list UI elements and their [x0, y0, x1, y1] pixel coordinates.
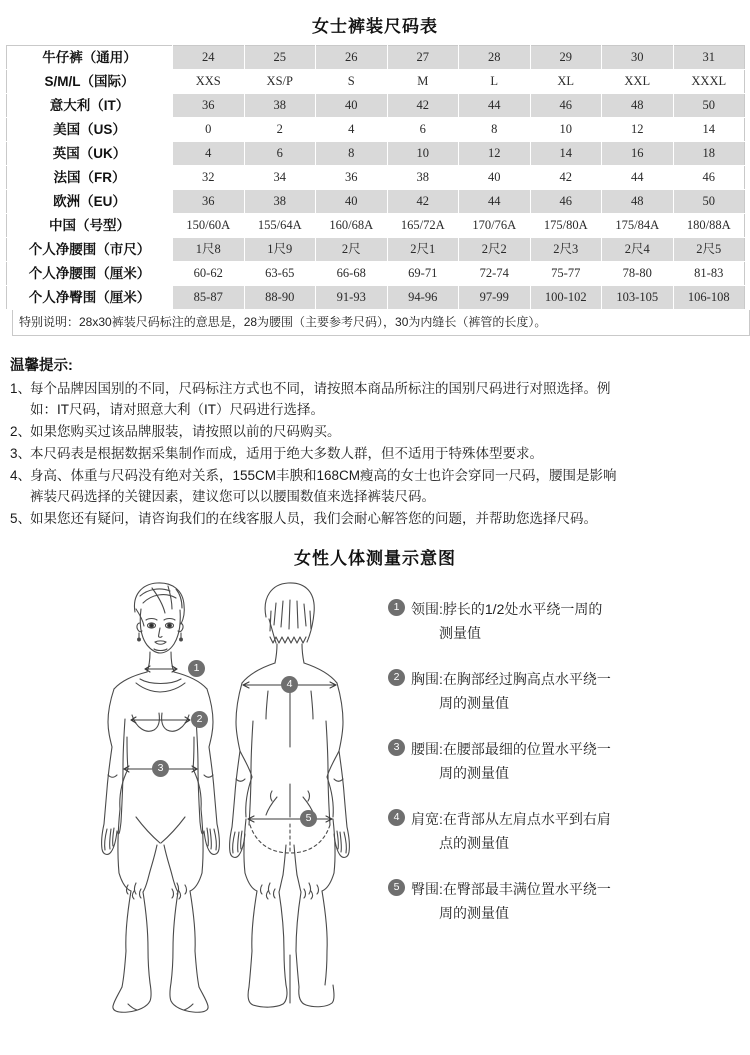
table-cell: XS/P	[244, 70, 316, 94]
table-cell: 44	[602, 166, 674, 190]
table-cell: XXL	[602, 70, 674, 94]
table-cell: 26	[316, 46, 388, 70]
female-body-illustration	[0, 579, 380, 1049]
table-cell: 34	[244, 166, 316, 190]
table-cell: 48	[602, 94, 674, 118]
tip-line-2: 裤装尺码选择的关键因素，建议您可以以腰围数值来选择裤装尺码。	[30, 489, 435, 504]
table-cell: 103-105	[602, 286, 674, 310]
table-cell: 10	[530, 118, 602, 142]
table-cell: 12	[459, 142, 531, 166]
legend-item	[388, 877, 750, 925]
row-header-cell: 美国（US）	[7, 118, 173, 142]
legend-line-1: 领围:脖长的1/2处水平绕一周的	[411, 601, 603, 617]
table-cell: 44	[459, 94, 531, 118]
table-cell: 175/80A	[530, 214, 602, 238]
legend-text	[411, 737, 750, 785]
table-cell: 160/68A	[316, 214, 388, 238]
table-cell: 1尺8	[173, 238, 245, 262]
table-cell: XXS	[173, 70, 245, 94]
table-cell: 25	[244, 46, 316, 70]
legend-line-1: 臀围:在臀部最丰满位置水平绕一	[411, 881, 611, 897]
table-cell: 32	[173, 166, 245, 190]
table-cell: 18	[673, 142, 745, 166]
table-cell: 27	[387, 46, 459, 70]
table-row	[7, 142, 745, 166]
row-header-cell: 个人净腰围（市尺）	[7, 238, 173, 262]
tip-text	[30, 421, 742, 442]
table-cell: 46	[530, 190, 602, 214]
table-cell: 165/72A	[387, 214, 459, 238]
measurement-legend	[380, 579, 750, 947]
table-cell: 38	[244, 190, 316, 214]
row-header-cell: 意大利（IT）	[7, 94, 173, 118]
table-cell: 85-87	[173, 286, 245, 310]
tips-block	[0, 336, 750, 529]
tip-text	[30, 378, 742, 420]
legend-text	[411, 667, 750, 715]
table-cell: 8	[316, 142, 388, 166]
table-cell: 97-99	[459, 286, 531, 310]
legend-item	[388, 597, 750, 645]
table-cell: 2尺5	[673, 238, 745, 262]
table-cell: 42	[387, 190, 459, 214]
table-cell: 66-68	[316, 262, 388, 286]
tip-item	[8, 421, 742, 442]
table-cell: 10	[387, 142, 459, 166]
tip-line-1: 如果您购买过该品牌服装，请按照以前的尺码购买。	[30, 424, 341, 439]
table-cell: 6	[244, 142, 316, 166]
legend-line-2: 周的测量值	[439, 765, 509, 781]
table-row	[7, 214, 745, 238]
table-cell: 36	[173, 94, 245, 118]
table-cell: 4	[173, 142, 245, 166]
tip-number: 1、	[10, 381, 32, 396]
legend-line-1: 腰围:在腰部最细的位置水平绕一	[411, 741, 611, 757]
table-cell: 6	[387, 118, 459, 142]
tip-line-1: 如果您还有疑问，请咨询我们的在线客服人员，我们会耐心解答您的问题，并帮助您选择尺码。	[30, 511, 597, 526]
table-cell: 8	[459, 118, 531, 142]
legend-line-2: 测量值	[439, 625, 481, 641]
table-cell: 16	[602, 142, 674, 166]
table-cell: 2尺3	[530, 238, 602, 262]
table-row	[7, 166, 745, 190]
table-cell: 2尺1	[387, 238, 459, 262]
table-cell: 175/84A	[602, 214, 674, 238]
table-cell: 44	[459, 190, 531, 214]
legend-badge-2: 2	[388, 669, 405, 686]
row-header-cell: 个人净腰围（厘米）	[7, 262, 173, 286]
table-cell: 40	[316, 94, 388, 118]
table-cell: 2	[244, 118, 316, 142]
front-view-figure	[102, 583, 220, 1012]
back-view-figure	[230, 583, 350, 1007]
table-cell: XXXL	[673, 70, 745, 94]
table-cell: 24	[173, 46, 245, 70]
row-header-cell: S/M/L（国际）	[7, 70, 173, 94]
tip-line-1: 每个品牌因国别的不同，尺码标注方式也不同，请按照本商品所标注的国别尺码进行对照选择。例	[30, 381, 611, 396]
legend-line-2: 点的测量值	[439, 835, 509, 851]
table-cell: 78-80	[602, 262, 674, 286]
legend-line-1: 肩宽:在背部从左肩点水平到右肩	[411, 811, 611, 827]
table-cell: 29	[530, 46, 602, 70]
table-cell: 46	[530, 94, 602, 118]
table-cell: 36	[316, 166, 388, 190]
table-cell: 2尺	[316, 238, 388, 262]
table-row	[7, 190, 745, 214]
legend-line-1: 胸围:在胸部经过胸高点水平绕一	[411, 671, 611, 687]
tips-heading: 温馨提示:	[10, 358, 73, 374]
table-cell: 12	[602, 118, 674, 142]
table-cell: L	[459, 70, 531, 94]
page-title: 女士裤装尺码表	[312, 17, 438, 36]
table-row	[7, 286, 745, 310]
tip-item	[8, 378, 742, 420]
legend-text	[411, 807, 750, 855]
table-row	[7, 238, 745, 262]
diagram-title: 女性人体测量示意图	[294, 549, 456, 568]
table-cell: 36	[173, 190, 245, 214]
row-header-cell: 中国（号型）	[7, 214, 173, 238]
table-cell: 1尺9	[244, 238, 316, 262]
table-cell: 180/88A	[673, 214, 745, 238]
legend-text	[411, 597, 750, 645]
measurement-diagram-section	[0, 530, 750, 1049]
tip-item	[8, 508, 742, 529]
table-cell: 91-93	[316, 286, 388, 310]
table-cell: 50	[673, 190, 745, 214]
size-table-note: 特别说明：28x30裤装尺码标注的意思是，28为腰围（主要参考尺码），30为内缝长（裤管的长度）。	[12, 310, 750, 336]
tip-line-1: 本尺码表是根据数据采集制作而成，适用于绝大多数人群，但不适用于特殊体型要求。	[30, 446, 543, 461]
table-cell: 0	[173, 118, 245, 142]
table-cell: 50	[673, 94, 745, 118]
table-cell: 42	[530, 166, 602, 190]
table-cell: 88-90	[244, 286, 316, 310]
tip-item	[8, 465, 742, 507]
figure-marker-5-hip: 5	[300, 810, 317, 827]
tip-line-2: 如：IT尺码，请对照意大利（IT）尺码进行选择。	[30, 402, 324, 417]
body-figures	[0, 579, 380, 1049]
legend-badge-4: 4	[388, 809, 405, 826]
table-cell: 72-74	[459, 262, 531, 286]
table-cell: 46	[673, 166, 745, 190]
table-cell: 38	[387, 166, 459, 190]
figure-marker-2-bust: 2	[191, 711, 208, 728]
table-cell: 81-83	[673, 262, 745, 286]
table-cell: 60-62	[173, 262, 245, 286]
tip-text	[30, 443, 742, 464]
table-cell: XL	[530, 70, 602, 94]
legend-item	[388, 737, 750, 785]
table-cell: 40	[316, 190, 388, 214]
figure-marker-4-shoulder: 4	[281, 676, 298, 693]
table-cell: 69-71	[387, 262, 459, 286]
table-row	[7, 94, 745, 118]
table-cell: 40	[459, 166, 531, 190]
legend-text	[411, 877, 750, 925]
legend-line-2: 周的测量值	[439, 695, 509, 711]
legend-badge-5: 5	[388, 879, 405, 896]
table-cell: M	[387, 70, 459, 94]
table-row	[7, 118, 745, 142]
tip-text	[30, 508, 742, 529]
legend-item	[388, 807, 750, 855]
row-header-cell: 个人净臀围（厘米）	[7, 286, 173, 310]
figure-marker-3-waist: 3	[152, 760, 169, 777]
figure-marker-1-neck: 1	[188, 660, 205, 677]
table-cell: 100-102	[530, 286, 602, 310]
table-cell: 30	[602, 46, 674, 70]
tip-item	[8, 443, 742, 464]
table-cell: 155/64A	[244, 214, 316, 238]
row-header-cell: 牛仔裤（通用）	[7, 46, 173, 70]
table-cell: 75-77	[530, 262, 602, 286]
legend-badge-3: 3	[388, 739, 405, 756]
table-row	[7, 46, 745, 70]
table-cell: 63-65	[244, 262, 316, 286]
tip-text	[30, 465, 742, 507]
size-chart-table	[6, 45, 745, 310]
legend-line-2: 周的测量值	[439, 905, 509, 921]
row-header-cell: 法国（FR）	[7, 166, 173, 190]
table-cell: 28	[459, 46, 531, 70]
legend-badge-1: 1	[388, 599, 405, 616]
table-cell: 14	[673, 118, 745, 142]
table-cell: 106-108	[673, 286, 745, 310]
table-cell: 48	[602, 190, 674, 214]
tip-number: 5、	[10, 511, 32, 526]
tip-number: 4、	[10, 468, 32, 483]
table-cell: 38	[244, 94, 316, 118]
row-header-cell: 英国（UK）	[7, 142, 173, 166]
table-cell: 2尺2	[459, 238, 531, 262]
table-cell: 42	[387, 94, 459, 118]
table-cell: 170/76A	[459, 214, 531, 238]
tip-number: 2、	[10, 424, 32, 439]
table-cell: 14	[530, 142, 602, 166]
legend-item	[388, 667, 750, 715]
table-cell: S	[316, 70, 388, 94]
table-cell: 2尺4	[602, 238, 674, 262]
table-row	[7, 70, 745, 94]
tip-line-1: 身高、体重与尺码没有绝对关系，155CM丰腴和168CM瘦高的女士也许会穿同一尺码，腰围是影响	[30, 468, 617, 483]
size-table-container	[0, 45, 750, 336]
table-cell: 150/60A	[173, 214, 245, 238]
table-cell: 4	[316, 118, 388, 142]
table-cell: 94-96	[387, 286, 459, 310]
table-row	[7, 262, 745, 286]
row-header-cell: 欧洲（EU）	[7, 190, 173, 214]
tip-number: 3、	[10, 446, 32, 461]
table-cell: 31	[673, 46, 745, 70]
